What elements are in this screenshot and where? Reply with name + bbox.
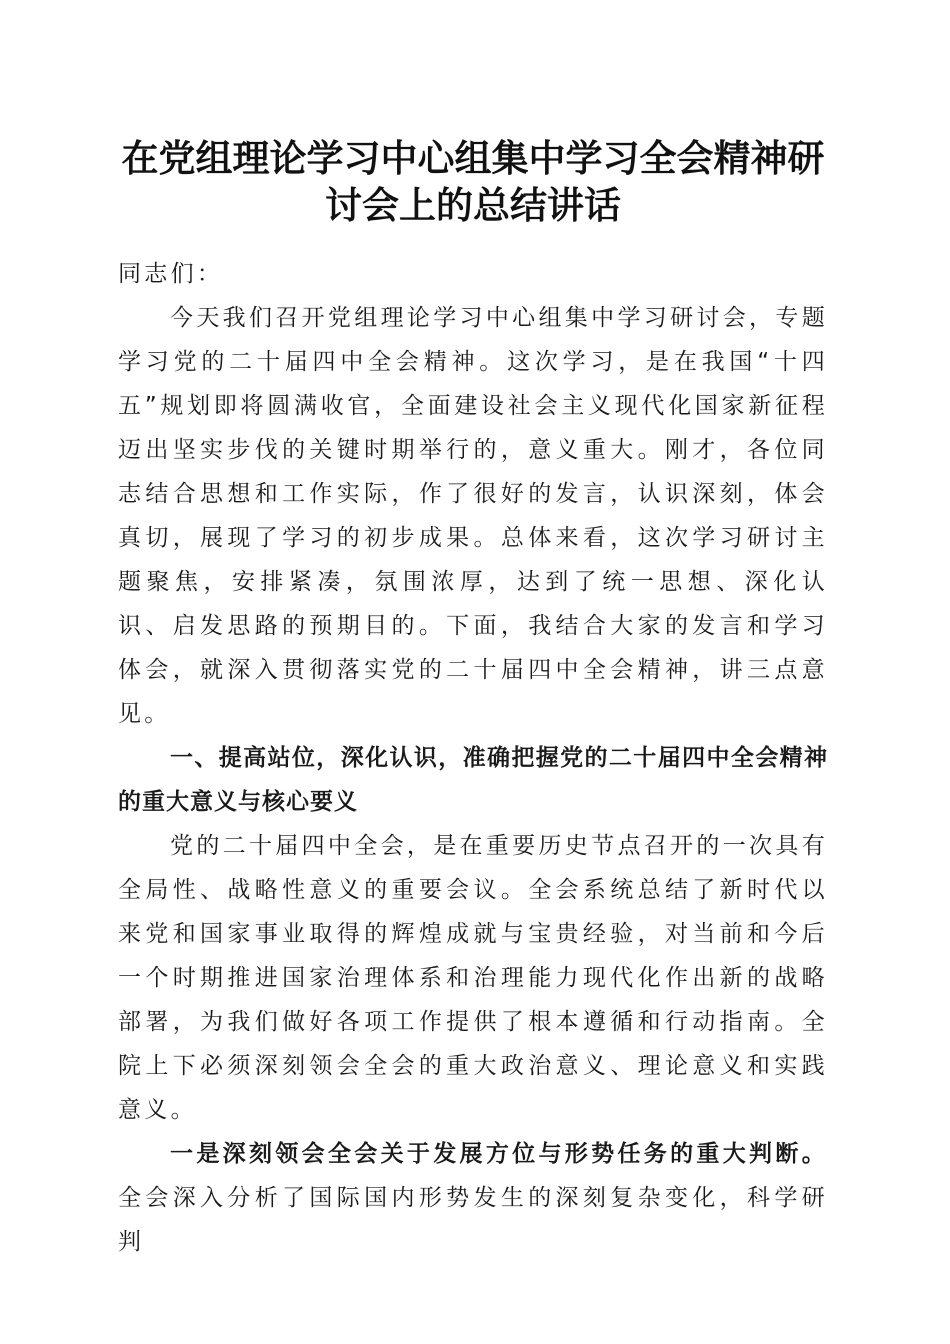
salutation: 同志们： bbox=[118, 261, 224, 287]
section-1-paragraph: 党的二十届四中全会，是在重要历史节点召开的一次具有全局性、战略性意义的重要会议。全会系统总结了新时代以来党和国家事业取得的辉煌成就与宝贵经验，对当前和今后一个时期推进国家治理体系和治理能力现代化作出新的战略部署，为我们做好各项工作提供了根本遵循和行动指南。全院上下必须深刻领会全会的重大政治意义、理论意义和实践意义。 bbox=[118, 833, 828, 1123]
point-1-lead: 一是深刻领会全会关于发展方位与形势任务的重大判断。 bbox=[170, 1141, 828, 1167]
intro-paragraph: 今天我们召开党组理论学习中心组集中学习研讨会，专题学习党的二十届四中全会精神。这次学习，是在我国“十四五”规划即将圆满收官，全面建设社会主义现代化国家新征程迈出坚实步伐的关键时期举行的，意义重大。刚才，各位同志结合思想和工作实际，作了很好的发言，认识深刻，体会真切，展现了学习的初步成果。总体来看，这次学习研讨主题聚焦，安排紧凑，氛围浓厚，达到了统一思想、深化认识、启发思路的预期目的。下面，我结合大家的发言和学习体会，就深入贯彻落实党的二十届四中全会精神，讲三点意见。 bbox=[118, 305, 828, 727]
point-1-body: 全会深入分析了国际国内形势发生的深刻复杂变化，科学研判 bbox=[118, 1185, 828, 1255]
point-1-paragraph bbox=[118, 1132, 828, 1264]
section-1-heading: 一、提高站位，深化认识，准确把握党的二十届四中全会精神的重大意义与核心要义 bbox=[118, 745, 828, 815]
document-body bbox=[118, 252, 828, 1264]
document-title: 在党组理论学习中心组集中学习全会精神研讨会上的总结讲话 bbox=[121, 136, 825, 227]
